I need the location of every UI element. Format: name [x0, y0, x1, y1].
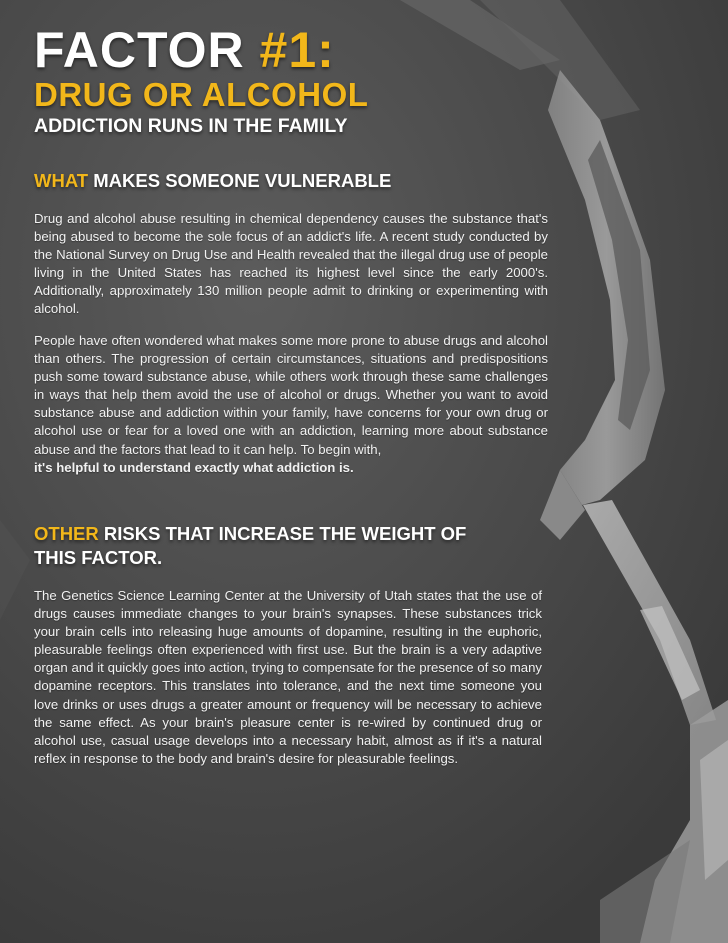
- section1-paragraph-2: [34, 332, 548, 477]
- title-factor-number: #1:: [259, 22, 335, 78]
- section-heading-vulnerable: [34, 169, 391, 193]
- section2-paragraph: The Genetics Science Learning Center at the University of Utah states that the use of drugs causes immediate changes to your brain's synapses. These substances trick your brain cells into releasing huge amounts of dopamine, resulting in the euphoric, pleasurable feelings often experienced with first use. But the brain is a very adaptive organ and it quickly goes into action, trying to compensate for the presence of so many dopamine receptors. This translates into tolerance, and the next time someone you love drinks or uses drugs a greater amount or frequency will be necessary to achieve the same effect. As your brain's pleasure center is re-wired by continued drug or alcohol use, casual usage develops into a necessary habit, almost as if it's a natural reflex in response to the body and brain's desire for pleasurable feelings.: [34, 588, 542, 766]
- section1-paragraph-2-text: People have often wondered what makes some more prone to abuse drugs and alcohol than others. The progression of certain circumstances, situations and predispositions push some toward substance abuse, while others work through these same challenges in ways that help them avoid the use of alcohol or drugs. Whether you want to avoid substance abuse and addiction within your family, have concerns for your own drug or alcohol use or fear for a loved one with an addiction, learning more about substance abuse and the factors that lead to it can help. To begin with,: [34, 333, 548, 457]
- page-subtitle: ADDICTION RUNS IN THE FAMILY: [34, 115, 348, 137]
- section1-paragraph-2-bold: it's helpful to understand exactly what addiction is.: [34, 459, 354, 475]
- section-heading-text: RISKS THAT INCREASE THE WEIGHT OF: [98, 523, 467, 544]
- section-heading-accent: OTHER: [34, 523, 99, 544]
- title-factor-label: FACTOR: [34, 22, 260, 78]
- section-heading-other-risks: [34, 522, 534, 570]
- section1-paragraph-1: Drug and alcohol abuse resulting in chemical dependency causes the substance that's being abused to become the sole focus of an addict's life. A recent study conducted by the National Survey on Drug Use and Health revealed that the illegal drug use of people living in the United States has reached its highest level since the early 2000's. Additionally, approximately 130 million people admit to drinking or experimenting with alcohol.: [34, 211, 548, 317]
- section-heading-text: MAKES SOMEONE VULNERABLE: [88, 170, 392, 191]
- section-heading-text-line2: THIS FACTOR.: [34, 547, 163, 568]
- page-title-factor-number: [34, 22, 335, 78]
- page-title-drug-or-alcohol: DRUG OR ALCOHOL: [34, 76, 369, 113]
- section-heading-accent: WHAT: [34, 170, 89, 191]
